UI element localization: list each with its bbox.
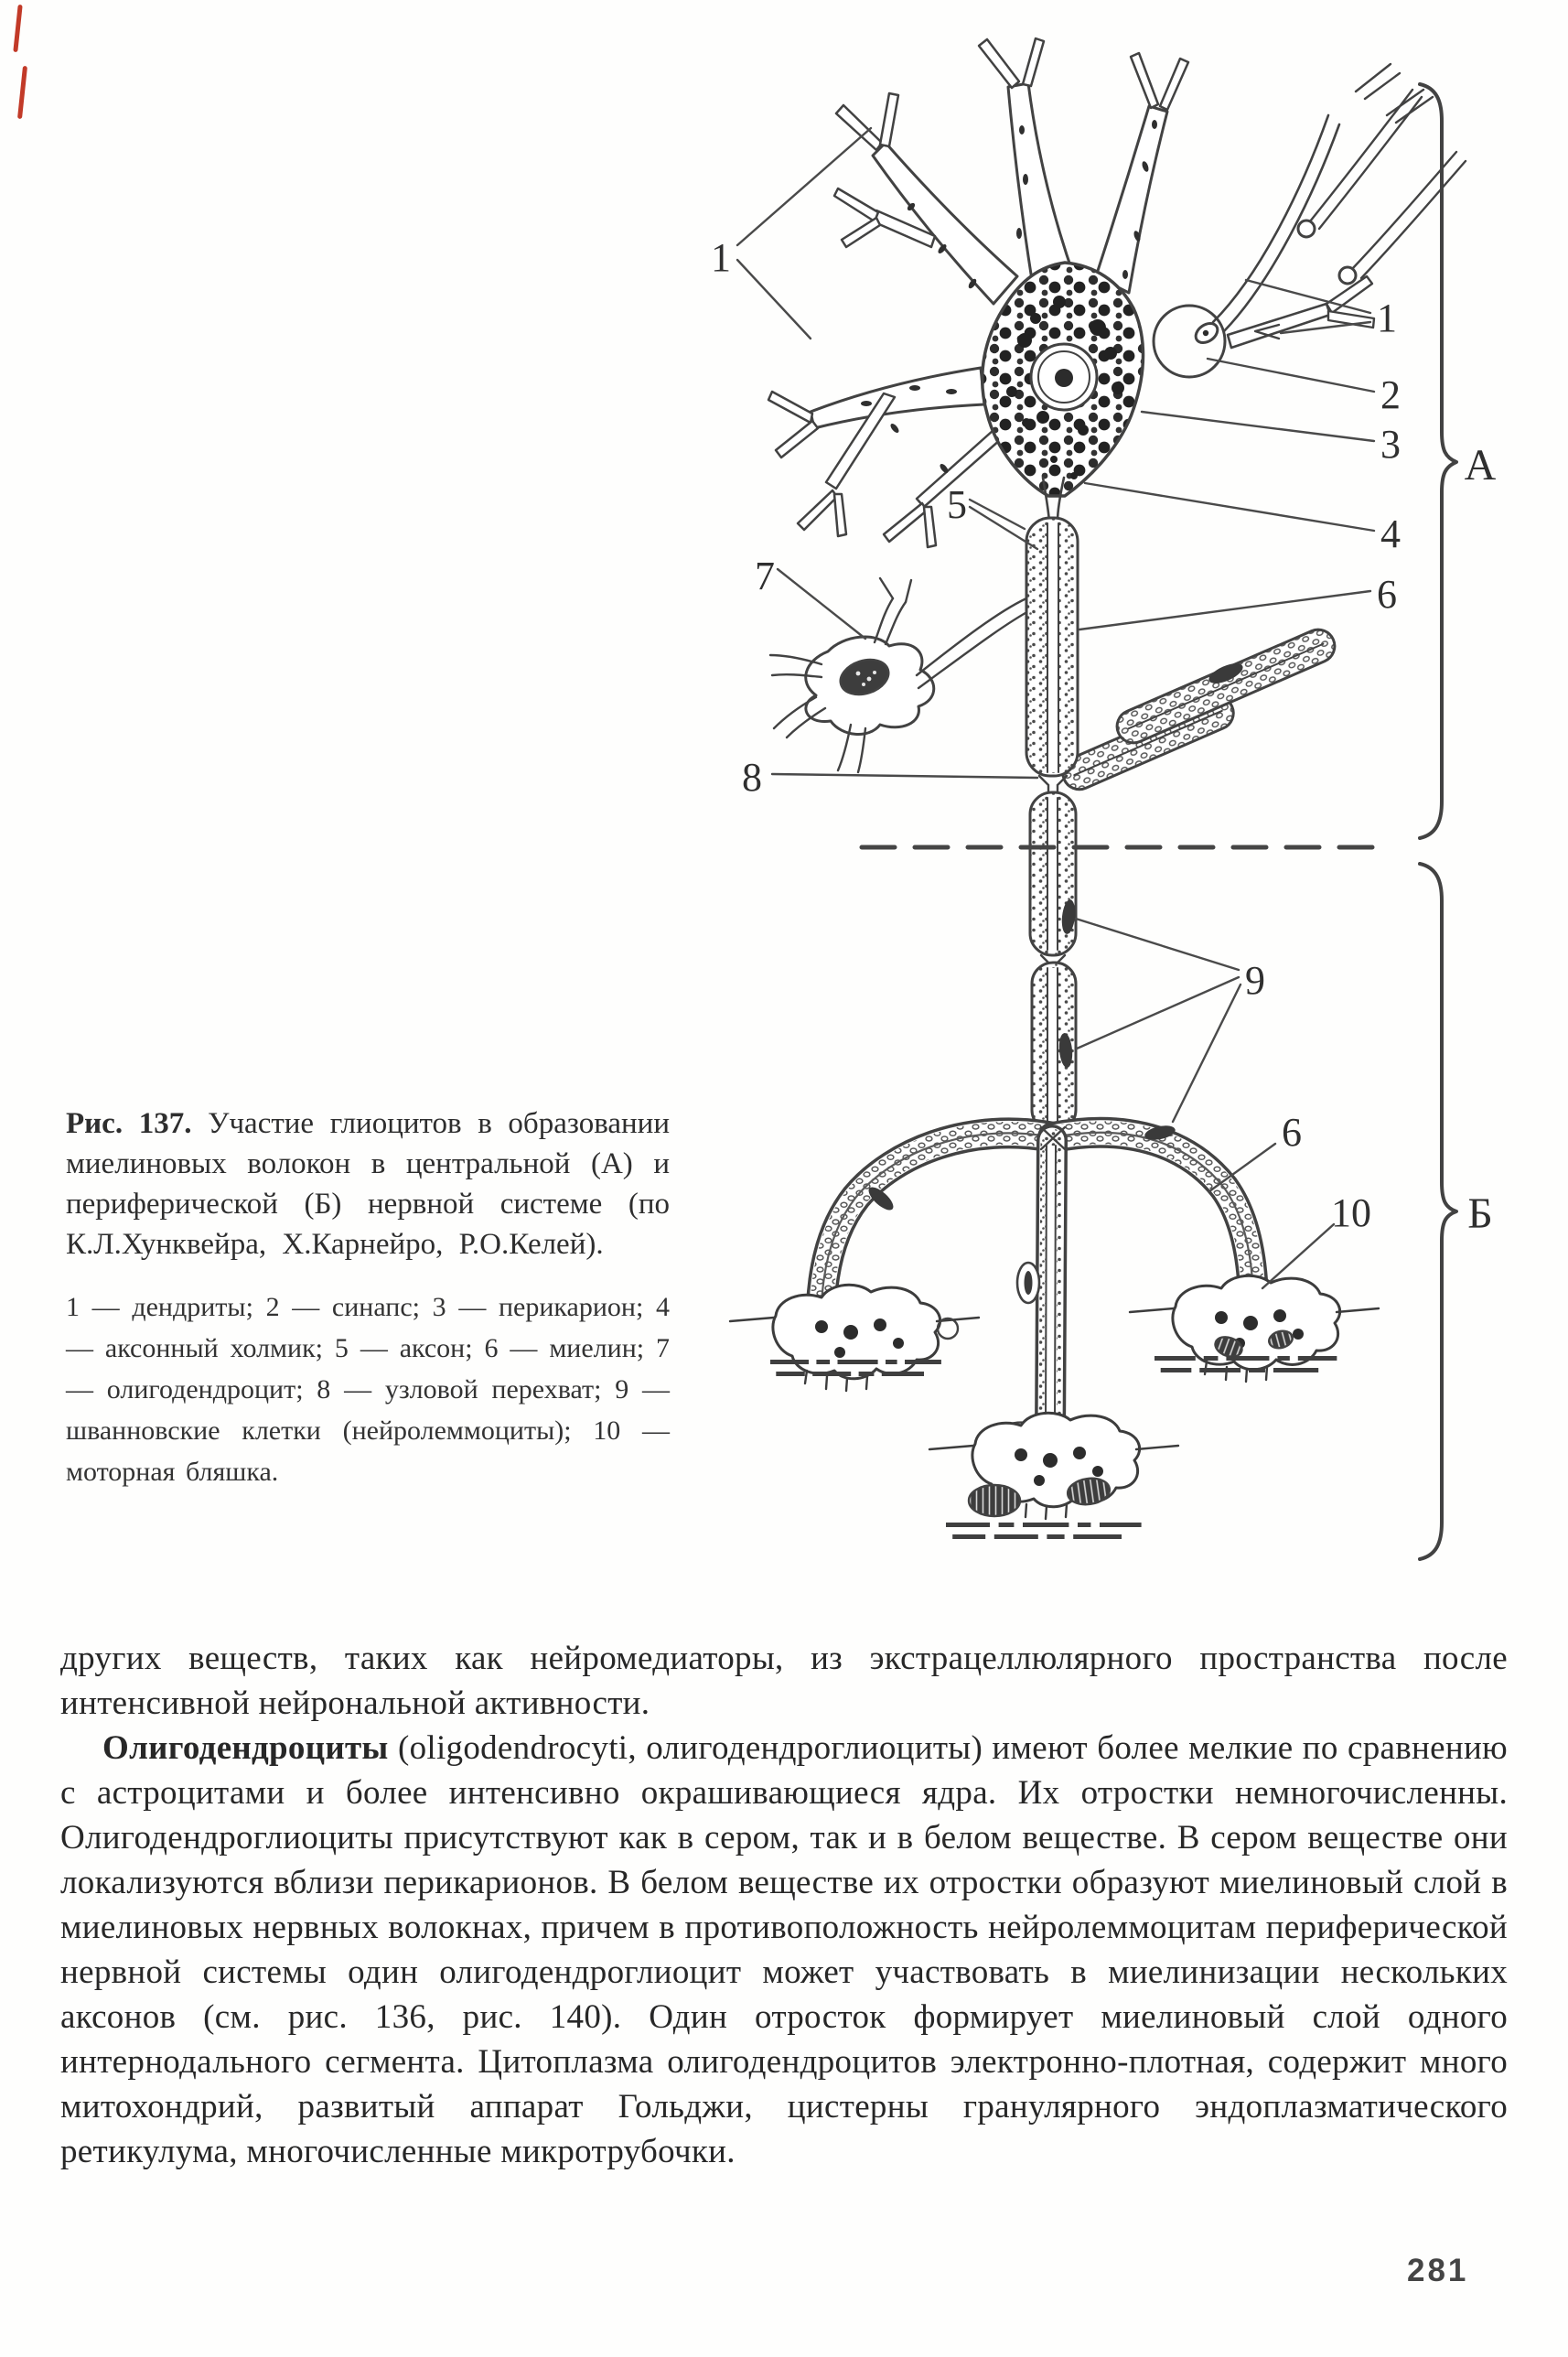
callout-9: 9: [1245, 958, 1265, 1003]
callout-8: 8: [742, 755, 762, 800]
figure-legend: 1 — дендриты; 2 — синапс; 3 — перикарион; 4 — аксонный холмик; 5 — аксон; 6 — миелин; 7 — олигодендроцит; 8 — узловой перехват; 9 — шванновские клетки (нейролеммоциты); 10 — моторная бляшка.: [66, 1292, 670, 1487]
callout-4: 4: [1380, 511, 1401, 556]
paragraph-continuation: других веществ, таких как нейромедиаторы, из экстрацеллюлярного пространства после интенсивной нейрональной активности.: [60, 1640, 1508, 1722]
caption-text: [66, 1103, 670, 1265]
red-corner-mark: [17, 66, 27, 119]
paragraph-lead-term: Олигодендроциты: [102, 1729, 389, 1767]
caption-fig-label: Рис. 137.: [66, 1107, 192, 1140]
callout-10: 10: [1331, 1190, 1371, 1235]
callout-2: 2: [1380, 372, 1401, 417]
diagonal-myelin-fibers: [1058, 624, 1339, 794]
callout-6-top: 6: [1377, 572, 1397, 617]
axon-myelin-cns: [1026, 478, 1078, 1131]
oligodendrocyte: [770, 578, 1032, 772]
callout-1-left: 1: [711, 235, 731, 280]
nucleolus: [1055, 369, 1073, 387]
paragraph-oligodendrocytes: [60, 1726, 1508, 2174]
region-label-b: Б: [1467, 1189, 1493, 1238]
callout-6-bottom: 6: [1282, 1110, 1302, 1155]
callout-3: 3: [1380, 422, 1401, 467]
caption-title: Участие глиоцитов в образовании миелиновых волокон в центральной (А) и периферической (Б) нервной системе (по К.Л.Хунквейра, Х.Карнейро, Р.О.Келей).: [66, 1107, 670, 1261]
neuron-soma: [983, 263, 1144, 496]
synapse-circle: [1154, 306, 1225, 377]
page-number: 281: [1407, 2253, 1469, 2288]
region-brackets: [1420, 84, 1456, 1559]
red-corner-mark: [13, 5, 22, 52]
callout-1-right: 1: [1377, 296, 1397, 340]
dendrites: [768, 38, 1188, 547]
figure-137-illustration: [677, 37, 1568, 1592]
callout-7: 7: [755, 554, 775, 598]
region-label-a: А: [1464, 441, 1497, 490]
body-text: [60, 1636, 1508, 2174]
callout-5: 5: [947, 482, 967, 527]
pns-branches: [822, 1124, 1253, 1433]
figure-caption: [66, 1103, 670, 1492]
paragraph-rest: (oligodendrocyti, олигодендроглиоциты) имеют более мелкие по сравнению с астроцитами и более интенсивно окрашивающиеся ядра. Их отростки немногочисленны. Олигодендроглиоциты присутствуют как в сером, так и в белом веществе. В сером веществе они локализуются вблизи перикарионов. В белом веществе их отростки образуют миелиновый слой в миелиновых нервных волокнах, причем в противоположность нейролеммоцитам периферической нервной системы один олигодендроглиоцит может участвовать в миелинизации нескольких аксонов (см. рис. 136, рис. 140). Один отросток формирует миелиновый слой одного интернодального сегмента. Цитоплазма олигодендроцитов электронно-плотная, содержит много митохондрий, развитый аппарат Гольджи, цистерны гранулярного эндоплазматического ретикулума, многочисленные микротрубочки.: [60, 1729, 1508, 2170]
